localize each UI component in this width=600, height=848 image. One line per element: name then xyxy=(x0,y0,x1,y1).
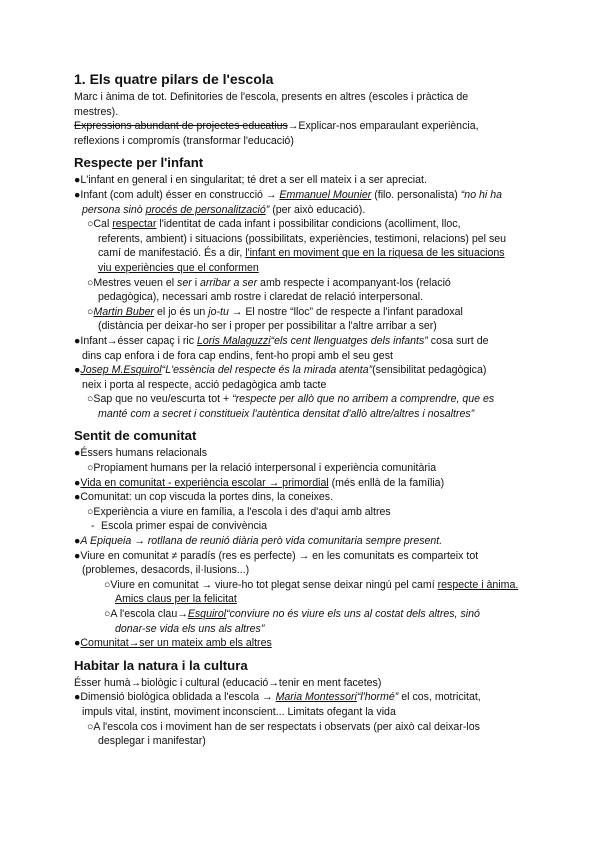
list-item xyxy=(74,578,540,593)
list-item-continuation: neix i porta al respecte, acció pedagògica amb tacte xyxy=(82,378,327,391)
bullet-dot: ● xyxy=(74,491,81,504)
underlined-text: respecte i ànima. xyxy=(437,578,519,591)
struck-text: Expressions abundant de projectes educatius xyxy=(74,120,288,133)
item-text: Sap que no veu/escurta tot + xyxy=(93,393,233,406)
bullet-dot: ● xyxy=(74,476,81,489)
bullet-dash: - xyxy=(91,520,95,533)
list-item xyxy=(74,173,540,188)
item-text: L'infant en general i en singularitat; té dret a ser ell mateix i a ser apreciat. xyxy=(80,174,427,187)
item-text: camí de manifestació. És a dir, xyxy=(98,247,246,260)
bullet-ring: ○ xyxy=(87,218,94,231)
item-text: amb respecte i acompanyant-los (relació xyxy=(257,276,451,289)
list-item-continuation: desplegar i manifestar) xyxy=(98,735,206,748)
bullet-dot: ● xyxy=(74,549,81,562)
author-name: Emmanuel Mounier xyxy=(279,188,372,201)
intro-line-3-rest: →Explicar-nos emparaulant experiència, xyxy=(287,120,479,133)
list-item xyxy=(74,392,540,407)
list-item xyxy=(74,490,540,505)
list-item-continuation: Amics claus per la felicitat xyxy=(115,593,237,606)
item-text: A l'escola cos i moviment han de ser respectats i observats (per això cal deixar-los xyxy=(93,720,480,733)
item-text: i xyxy=(191,276,200,289)
list-item xyxy=(74,217,540,232)
bullet-dot: ● xyxy=(74,637,81,650)
bullet-ring: ○ xyxy=(87,276,94,289)
item-text: Comunitat: un cop viscuda la portes dins, la coneixes. xyxy=(80,491,334,504)
list-item-continuation: dins cap enfora i de fora cap endins, fent-ho propi amb el seu gest xyxy=(82,349,393,362)
bullet-ring: ○ xyxy=(104,578,111,591)
list-item-continuation xyxy=(74,246,540,261)
bullet-ring: ○ xyxy=(87,305,94,318)
italic-text: → rotllana de reunió diària però vida comunitaria sempre present. xyxy=(131,535,443,548)
item-text: el cos, motricitat, xyxy=(398,691,481,704)
item-text: A l'escola clau→ xyxy=(110,608,188,620)
bullet-ring: ○ xyxy=(87,505,94,518)
section-heading-natura: Habitar la natura i la cultura xyxy=(74,657,248,673)
bullet-dot: ● xyxy=(74,447,81,460)
list-item xyxy=(74,334,540,349)
list-item xyxy=(74,549,540,564)
intro-line-1: Marc i ànima de tot. Definitories de l'escola, presents en altres (escoles i pràctica de xyxy=(74,91,469,103)
list-item xyxy=(74,305,540,320)
list-item xyxy=(74,690,540,705)
item-text: (per això educació). xyxy=(269,203,366,216)
bullet-dot: ● xyxy=(74,535,81,548)
italic-text: A Epiqueia xyxy=(80,535,132,548)
item-text: Éssers humans relacionals xyxy=(80,447,207,460)
intro-line-4: reflexions i compromís (transformar l'educació) xyxy=(74,134,294,147)
list-item xyxy=(74,519,540,534)
item-text: (sensibilitat pedagògica) xyxy=(372,364,487,377)
author-name: Maria Montessori xyxy=(275,691,357,704)
list-item xyxy=(74,534,540,549)
list-item xyxy=(74,188,540,203)
item-text: Cal xyxy=(93,218,113,231)
item-text: Viure en comunitat ≠ paradís (res es perfecte) → en les comunitats es comparteix tot xyxy=(80,549,479,562)
bullet-ring: ○ xyxy=(87,720,94,733)
bullet-ring: ○ xyxy=(87,393,94,406)
item-text: Escola primer espai de convivència xyxy=(101,520,268,533)
list-item-continuation: donar-se vida els uns als altres” xyxy=(115,622,265,635)
list-item-continuation: (problemes, desacords, il·lusions...) xyxy=(82,564,250,577)
quote-text: “conviure no és viure els uns al costat dels altres, sinó xyxy=(226,608,480,620)
list-item xyxy=(74,720,540,735)
underlined-text: Vida en comunitat - experiència escolar → primordial xyxy=(80,476,329,489)
item-text: (més enllà de la família) xyxy=(328,476,445,489)
underlined-text: Comunitat→ser un mateix amb els altres xyxy=(80,637,272,650)
paragraph-line: Ésser humà→biològic i cultural (educació→tenir en ment facetes) xyxy=(74,676,382,689)
item-text: l'identitat de cada infant i possibilitar condicions (acolliment, lloc, xyxy=(156,218,461,231)
item-text: Viure en comunitat → viure-ho tot plegat sense deixar ningú pel camí xyxy=(110,578,438,591)
bullet-dot: ● xyxy=(74,691,81,704)
list-item xyxy=(74,446,540,461)
list-item-continuation: pedagògica), necessari amb rostre i claredat de relació interpersonal. xyxy=(98,291,424,304)
section-heading-comunitat: Sentit de comunitat xyxy=(74,428,197,444)
list-item-continuation: (distància per deixar-ho ser i proper per possibilitar a l'altre arribar a ser) xyxy=(98,320,437,333)
item-text: Dimensió biològica oblidada a l'escola → xyxy=(80,691,276,704)
document-title: 1. Els quatre pilars de l'escola xyxy=(74,71,274,87)
quote-text: “L'essència del respecte és la mirada atenta” xyxy=(161,364,373,377)
list-item-continuation: impuls vital, instint, moviment inconscient... Limitats ofegant la vida xyxy=(82,705,396,718)
underlined-text: respectar xyxy=(112,218,157,231)
quote-text: ” xyxy=(265,203,270,216)
quote-text: “no hi ha xyxy=(460,188,503,201)
item-text: → El nostre “lloc” de respecte a l'infant paradoxal xyxy=(228,305,463,318)
author-name: Loris Malaguzzi xyxy=(196,334,271,347)
author-name: Josep M.Esquirol xyxy=(80,364,162,377)
list-item-continuation: viu experiències que el conformen xyxy=(98,261,259,274)
item-text: (filo. personalista) xyxy=(371,188,461,201)
italic-text: jo-tu xyxy=(208,305,229,318)
author-name: Esquirol xyxy=(187,608,227,620)
item-text: Mestres veuen el xyxy=(93,276,178,289)
item-text: Experiència a viure en família, a l'escola i des d'aqui amb altres xyxy=(93,505,391,518)
quote-text: “respecte per allò que no arribem a comprendre, que es xyxy=(232,393,495,406)
author-name: Martin Buber xyxy=(93,305,155,318)
intro-line-3 xyxy=(74,119,540,134)
intro-line-2: mestres). xyxy=(74,105,119,118)
bullet-dot: ● xyxy=(74,188,81,201)
quote-text: persona sinò xyxy=(82,203,146,216)
item-text: cosa surt de xyxy=(427,334,489,347)
item-text: Infant→ésser capaç i ric xyxy=(80,334,197,347)
list-item-continuation: manté com a secret i constitueix l'autèntica densitat d'allò altre/altres i nosaltres” xyxy=(98,407,475,420)
italic-text: arribar a ser xyxy=(200,276,258,289)
bullet-dot: ● xyxy=(74,174,81,187)
list-item-continuation xyxy=(74,203,540,218)
quote-text: procés de personalització xyxy=(145,203,266,216)
quote-text: “l'hormé” xyxy=(356,691,399,704)
item-text: Propiament humans per la relació interpersonal i experiència comunitària xyxy=(93,462,437,475)
item-text: Infant (com adult) ésser en construcció → xyxy=(80,188,280,201)
list-item-continuation: referents, ambient) i situacions (possibilitats, experiències, testimoni, relacions) pel seu xyxy=(98,232,507,245)
item-text: el jo és un xyxy=(154,305,209,318)
list-item xyxy=(74,276,540,291)
list-item xyxy=(74,461,540,476)
section-heading-respecte: Respecte per l'infant xyxy=(74,155,204,171)
list-item xyxy=(74,505,540,520)
quote-text: “els cent llenguatges dels infants” xyxy=(270,334,428,347)
list-item xyxy=(74,363,540,378)
bullet-ring: ○ xyxy=(87,462,94,475)
bullet-dot: ● xyxy=(74,334,81,347)
bullet-ring: ○ xyxy=(104,608,111,620)
bullet-dot: ● xyxy=(74,364,81,377)
list-item xyxy=(74,607,540,622)
list-item xyxy=(74,636,540,651)
italic-text: ser xyxy=(177,276,192,289)
underlined-text: l'infant en moviment que en la riquesa de les situacions xyxy=(245,247,505,260)
list-item xyxy=(74,476,540,491)
